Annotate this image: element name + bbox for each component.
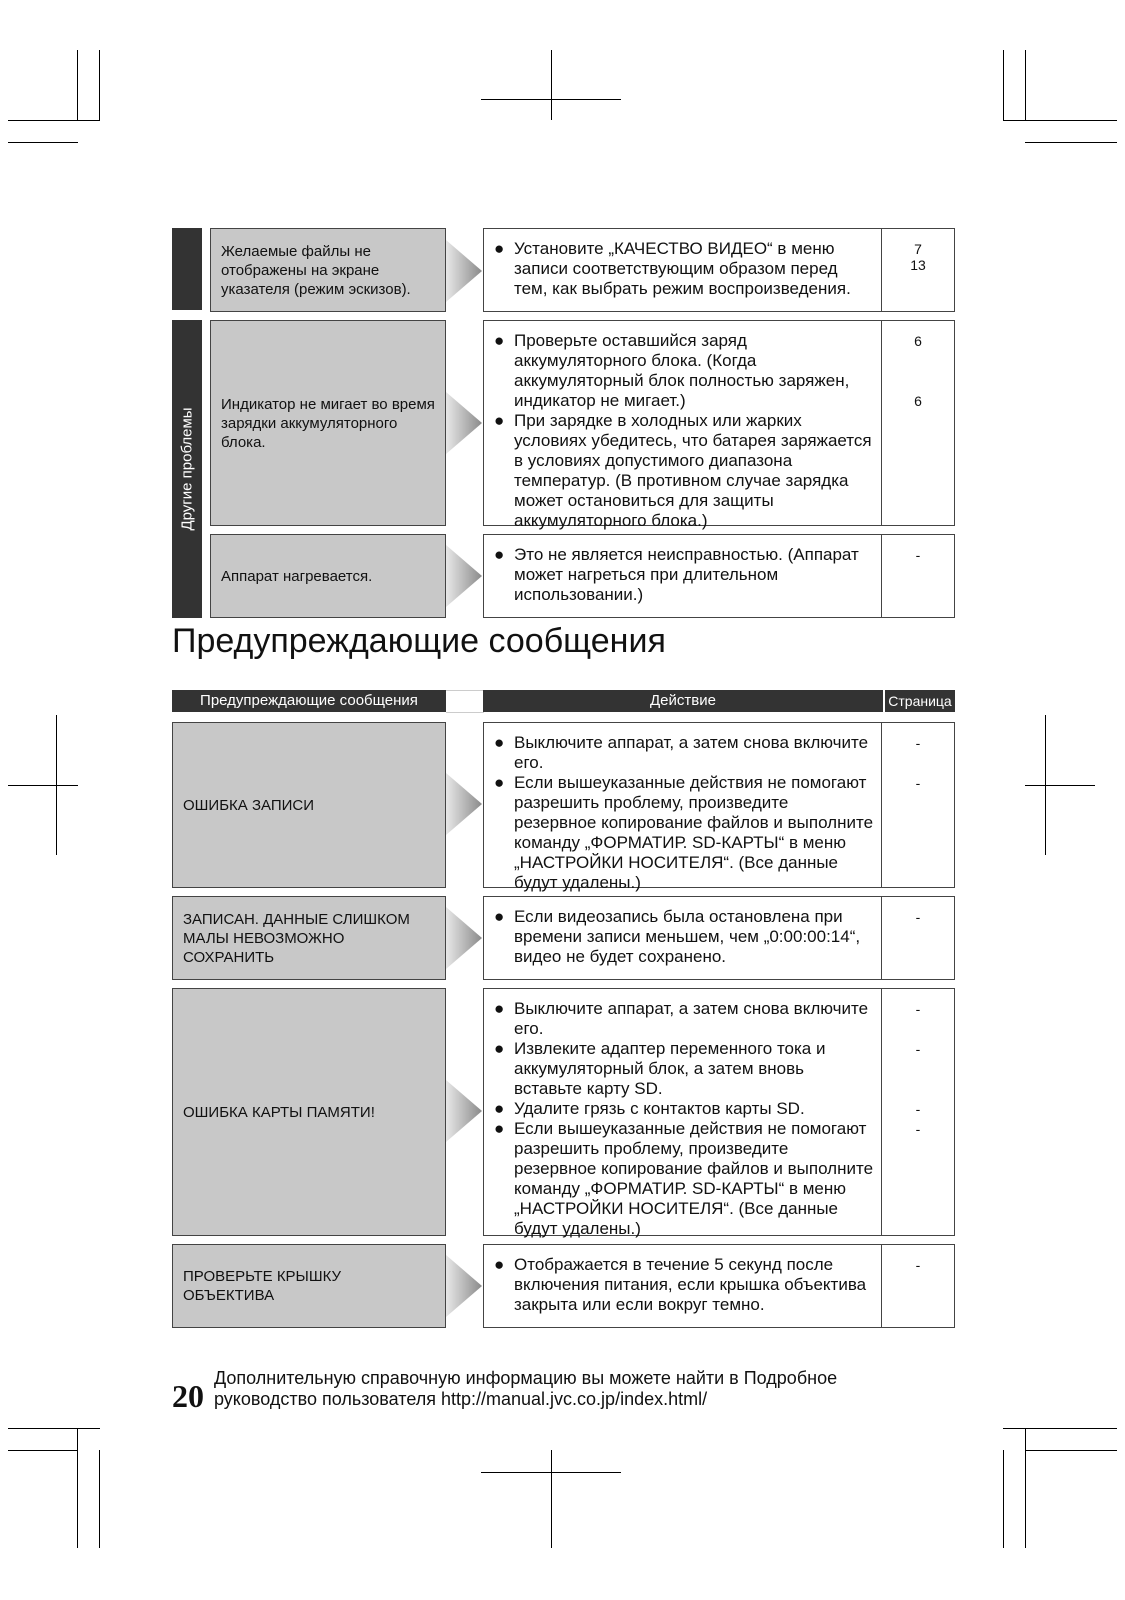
action-cell xyxy=(483,896,955,980)
message-cell xyxy=(172,722,446,888)
page-ref: - xyxy=(915,1121,921,1137)
header-message: Предупреждающие сообщения xyxy=(172,690,446,712)
message-text: ЗАПИСАН. ДАННЫЕ СЛИШКОМ МАЛЫ НЕВОЗМОЖНО СОХРАНИТЬ xyxy=(183,910,410,966)
page-ref: 7 xyxy=(914,241,922,257)
page-number: 20 xyxy=(172,1378,204,1414)
action-cell xyxy=(483,320,955,530)
action-item: ● Извлеките адаптер переменного тока и аккумуляторный блок, а затем вновь вставьте карту SD. xyxy=(494,1039,826,1098)
message-text: ПРОВЕРЬТЕ КРЫШКУ ОБЪЕКТИВА xyxy=(183,1268,342,1304)
action-item: ● Проверьте оставшийся заряд аккумуляторного блока. (Когда аккумуляторный блок полностью заряжен, индикатор не мигает.) xyxy=(494,331,850,410)
arrow-right-icon xyxy=(446,545,482,607)
header-page: Страница xyxy=(885,690,955,712)
action-item: ● Выключите аппарат, а затем снова включите его. xyxy=(494,733,869,772)
action-cell xyxy=(483,228,955,312)
action-cell xyxy=(483,722,955,892)
category-label: Другие проблемы xyxy=(178,407,196,531)
action-cell xyxy=(483,988,955,1236)
action-item: ● Если вышеуказанные действия не помогают разрешить проблему, произведите резервное копирование файлов и выполните команду „ФОРМАТИР. SD-КАРТЫ“ в меню „НАСТРОЙКИ НОСИТЕЛЯ“. (Все данные будут удалены.) xyxy=(494,773,874,892)
page-ref: 6 xyxy=(914,333,922,349)
arrow-right-icon xyxy=(446,907,482,969)
footer-note: Дополнительную справочную информацию вы можете найти в Подробное руководство пользователя http://manual.jvc.co.jp/index.html/ xyxy=(214,1368,838,1409)
action-item: ● Если видеозапись была остановлена при времени записи меньшем, чем „0:00:00:14“, видео не будет сохранено. xyxy=(494,907,861,966)
page-ref: - xyxy=(915,909,921,925)
message-cell xyxy=(172,988,446,1236)
section-title: Предупреждающие сообщения xyxy=(172,622,666,660)
action-item: ● Если вышеуказанные действия не помогают разрешить проблему, произведите резервное копирование файлов и выполните команду „ФОРМАТИР. SD-КАРТЫ“ в меню „НАСТРОЙКИ НОСИТЕЛЯ“. (Все данные будут удалены.) xyxy=(494,1119,874,1238)
arrow-right-icon xyxy=(446,392,482,454)
page-ref: - xyxy=(915,547,921,563)
message-text: ОШИБКА КАРТЫ ПАМЯТИ! xyxy=(183,1103,375,1121)
category-sidebar xyxy=(172,320,202,618)
action-cell xyxy=(483,534,955,618)
action-item: ● Установите „КАЧЕСТВО ВИДЕО“ в меню записи соответствующим образом перед тем, как выбрать режим воспроизведения. xyxy=(494,239,851,298)
action-item: ● Выключите аппарат, а затем снова включите его. xyxy=(494,999,869,1038)
action-item: ● Удалите грязь с контактов карты SD. xyxy=(494,1099,805,1118)
arrow-right-icon xyxy=(446,773,482,835)
page-ref: - xyxy=(915,1041,921,1057)
action-item: ● Это не является неисправностью. (Аппарат может нагреться при длительном использовании.) xyxy=(494,545,859,604)
arrow-right-icon xyxy=(446,240,482,302)
problem-cell xyxy=(210,320,446,526)
arrow-right-icon xyxy=(446,1255,482,1317)
page-ref: - xyxy=(915,735,921,751)
problem-cell xyxy=(210,228,446,312)
action-item: ● При зарядке в холодных или жарких условиях убедитесь, что батарея заряжается в условиях допустимого диапазона температур. (В противном случае зарядка может остановиться для защиты аккумуляторного блока.) xyxy=(494,411,872,530)
problem-text: Желаемые файлы не отображены на экране указателя (режим эскизов). xyxy=(221,242,411,298)
page-ref: - xyxy=(915,1257,921,1273)
message-cell xyxy=(172,1244,446,1328)
page-ref: - xyxy=(915,1101,921,1117)
message-cell xyxy=(172,896,446,980)
action-cell xyxy=(483,1244,955,1328)
page-ref: - xyxy=(915,1001,921,1017)
sidebar-top-block xyxy=(172,228,202,310)
problem-text: Аппарат нагревается. xyxy=(221,567,373,585)
header-spacer xyxy=(446,690,484,713)
page-ref: 13 xyxy=(910,257,926,273)
arrow-right-icon xyxy=(446,1080,482,1142)
page-ref: 6 xyxy=(914,393,922,409)
action-item: ● Отображается в течение 5 секунд после включения питания, если крышка объектива закрыта или если вокруг темно. xyxy=(494,1255,867,1314)
header-action: Действие xyxy=(483,690,883,712)
message-text: ОШИБКА ЗАПИСИ xyxy=(183,796,315,814)
problem-cell xyxy=(210,534,446,618)
problem-text: Индикатор не мигает во время зарядки аккумуляторного блока. xyxy=(221,395,435,451)
page-ref: - xyxy=(915,775,921,791)
